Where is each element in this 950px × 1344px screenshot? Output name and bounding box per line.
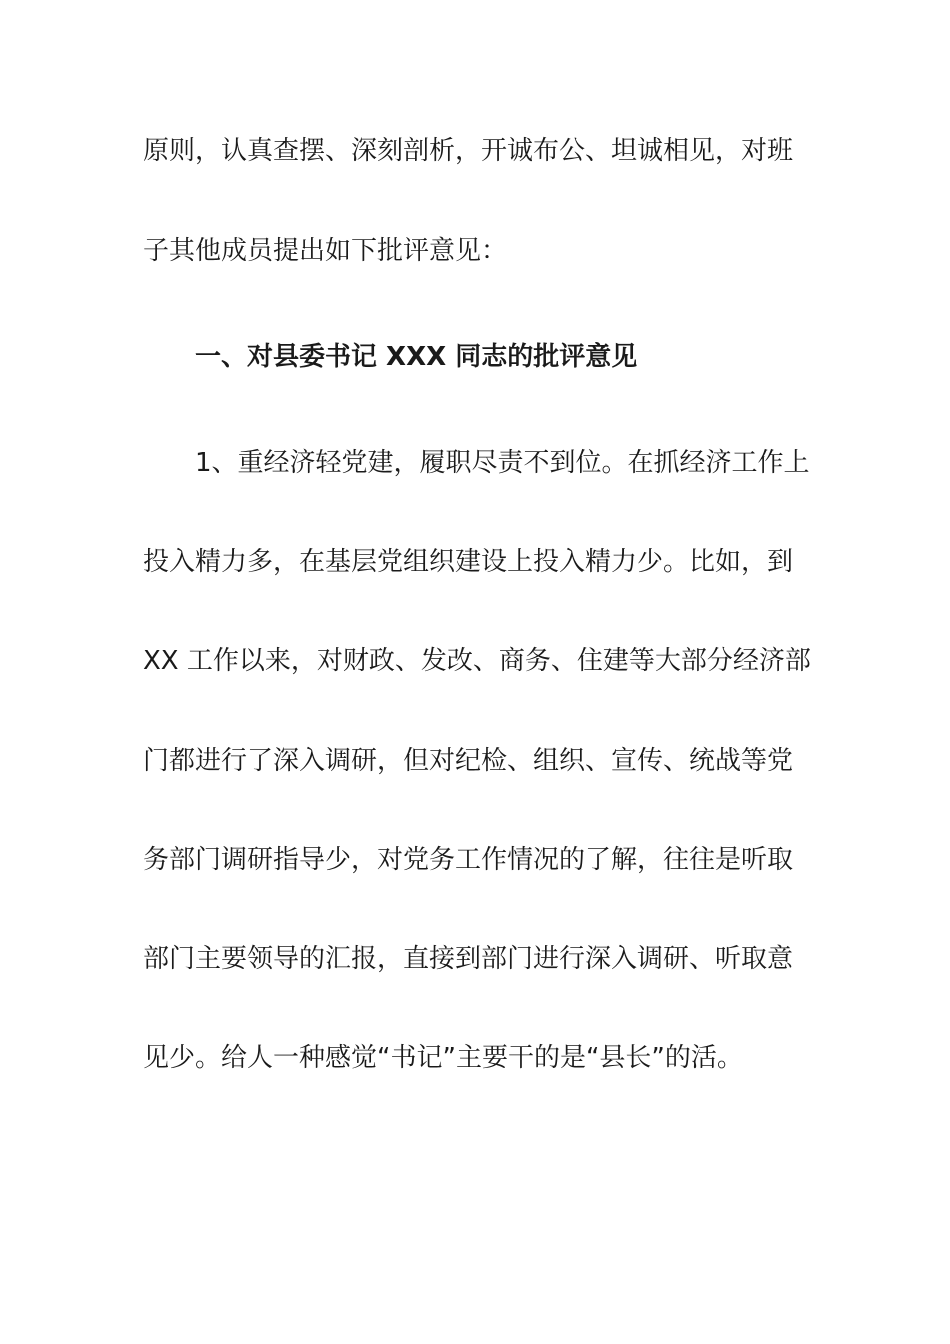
paragraph-1-line-5: 务部门调研指导少，对党务工作情况的了解，往往是听取 <box>143 845 794 875</box>
paragraph-1-line-6: 部门主要领导的汇报，直接到部门进行深入调研、听取意 <box>143 944 794 974</box>
paragraph-1-line-2: 投入精力多，在基层党组织建设上投入精力少。比如，到 <box>143 547 794 577</box>
intro-line-2: 子其他成员提出如下批评意见： <box>143 236 508 266</box>
paragraph-1-line-1: 1、重经济轻党建，履职尽责不到位。在抓经济工作上 <box>195 448 810 478</box>
paragraph-1-line-7: 见少。给人一种感觉“书记”主要干的是“县长”的活。 <box>143 1043 743 1073</box>
intro-line-1: 原则，认真查摆、深刻剖析，开诚布公、坦诚相见，对班 <box>143 136 794 166</box>
paragraph-1-line-3: XX 工作以来，对财政、发改、商务、住建等大部分经济部 <box>143 646 811 676</box>
section-heading: 一、对县委书记 XXX 同志的批评意见 <box>195 342 638 372</box>
paragraph-1-line-4: 门都进行了深入调研，但对纪检、组织、宣传、统战等党 <box>143 746 794 776</box>
